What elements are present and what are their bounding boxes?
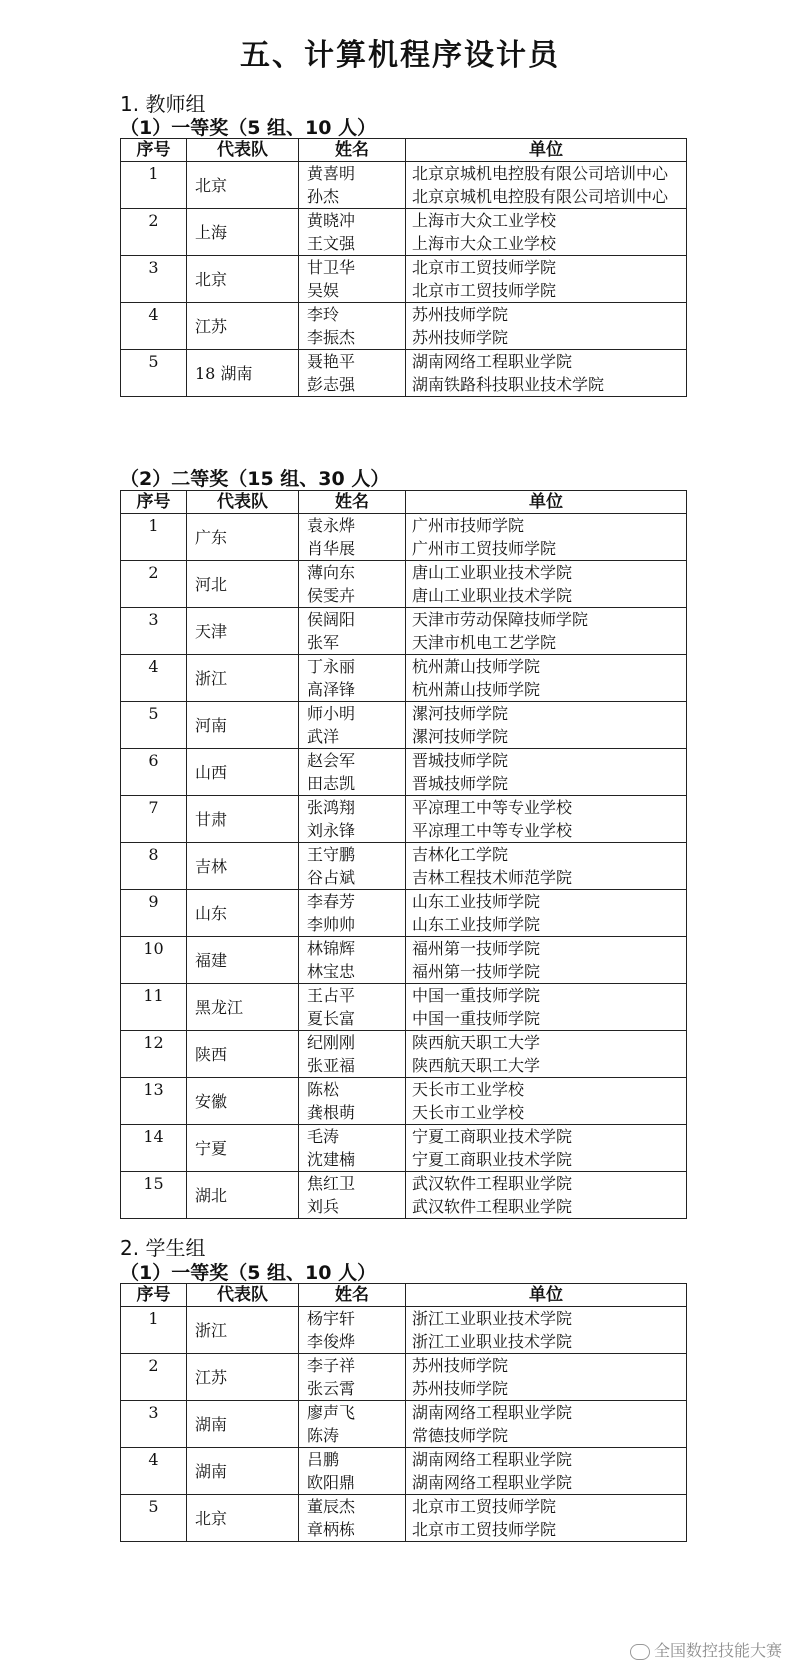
table-row (121, 1125, 687, 1172)
member-unit: 苏州技师学院 (412, 1379, 509, 1398)
header-name: 姓名 (299, 1284, 406, 1307)
member-name: 吴娱 (307, 281, 340, 300)
row-names (299, 843, 406, 890)
member-unit: 北京市工贸技师学院 (412, 281, 557, 300)
row-seq: 5 (121, 702, 187, 749)
member-unit: 湖南网络工程职业学院 (412, 1473, 573, 1492)
member-name: 廖声飞 (307, 1403, 356, 1422)
member-name: 毛涛 (307, 1127, 340, 1146)
row-names (299, 655, 406, 702)
member-unit: 北京市工贸技师学院 (412, 258, 557, 277)
row-seq: 8 (121, 843, 187, 890)
member-name: 孙杰 (307, 187, 340, 206)
member-name: 沈建楠 (307, 1150, 356, 1169)
member-name: 张云霄 (307, 1379, 356, 1398)
table-header-row (121, 1284, 687, 1307)
row-team: 甘肃 (187, 796, 299, 843)
page-title: 五、计算机程序设计员 (240, 38, 560, 73)
row-team: 安徽 (187, 1078, 299, 1125)
row-team: 广东 (187, 514, 299, 561)
member-name: 田志凯 (307, 774, 356, 793)
member-name: 黄喜明 (307, 164, 356, 183)
row-names (299, 1401, 406, 1448)
member-name: 薄向东 (307, 563, 356, 582)
member-name: 夏长富 (307, 1009, 356, 1028)
member-name: 王文强 (307, 234, 356, 253)
row-units (406, 890, 687, 937)
row-names (299, 209, 406, 256)
row-team: 湖南 (187, 1401, 299, 1448)
member-unit: 广州市工贸技师学院 (412, 539, 557, 558)
header-unit: 单位 (406, 1284, 687, 1307)
member-name: 陈松 (307, 1080, 340, 1099)
table-row (121, 1172, 687, 1219)
row-units (406, 209, 687, 256)
table-row (121, 1448, 687, 1495)
member-unit: 晋城技师学院 (412, 774, 509, 793)
header-unit: 单位 (406, 491, 687, 514)
row-names (299, 1495, 406, 1542)
row-seq: 15 (121, 1172, 187, 1219)
table-row (121, 702, 687, 749)
member-unit: 苏州技师学院 (412, 305, 509, 324)
member-name: 龚根萌 (307, 1103, 356, 1122)
member-name: 欧阳鼎 (307, 1473, 356, 1492)
member-unit: 山东工业技师学院 (412, 915, 541, 934)
table-row (121, 843, 687, 890)
row-seq: 14 (121, 1125, 187, 1172)
row-team: 浙江 (187, 655, 299, 702)
row-units (406, 843, 687, 890)
member-unit: 上海市大众工业学校 (412, 211, 557, 230)
row-units (406, 984, 687, 1031)
member-name: 李俊烨 (307, 1332, 356, 1351)
member-unit: 北京京城机电控股有限公司培训中心 (412, 164, 669, 183)
table-row (121, 256, 687, 303)
table-row (121, 1078, 687, 1125)
table-row (121, 1031, 687, 1078)
member-name: 侯阔阳 (307, 610, 356, 629)
row-seq: 11 (121, 984, 187, 1031)
member-name: 张亚福 (307, 1056, 356, 1075)
row-seq: 4 (121, 655, 187, 702)
row-team: 河南 (187, 702, 299, 749)
row-units (406, 303, 687, 350)
member-unit: 杭州萧山技师学院 (412, 680, 541, 699)
table-header-row (121, 491, 687, 514)
row-seq: 5 (121, 350, 187, 397)
row-team: 山东 (187, 890, 299, 937)
row-seq: 5 (121, 1495, 187, 1542)
row-seq: 4 (121, 303, 187, 350)
member-name: 侯雯卉 (307, 586, 356, 605)
table-row (121, 209, 687, 256)
member-name: 陈涛 (307, 1426, 340, 1445)
row-names (299, 256, 406, 303)
row-units (406, 702, 687, 749)
row-units (406, 1448, 687, 1495)
member-unit: 上海市大众工业学校 (412, 234, 557, 253)
member-unit: 常德技师学院 (412, 1426, 509, 1445)
member-unit: 福州第一技师学院 (412, 939, 541, 958)
member-unit: 北京市工贸技师学院 (412, 1520, 557, 1539)
member-unit: 湖南网络工程职业学院 (412, 352, 573, 371)
row-seq: 2 (121, 561, 187, 608)
row-units (406, 937, 687, 984)
row-team: 浙江 (187, 1307, 299, 1354)
header-name: 姓名 (299, 491, 406, 514)
row-units (406, 749, 687, 796)
member-unit: 天津市劳动保障技师学院 (412, 610, 589, 629)
row-seq: 3 (121, 256, 187, 303)
member-unit: 平凉理工中等专业学校 (412, 821, 573, 840)
row-seq: 1 (121, 162, 187, 209)
header-team: 代表队 (187, 139, 299, 162)
row-names (299, 702, 406, 749)
member-name: 李春芳 (307, 892, 356, 911)
member-name: 李振杰 (307, 328, 356, 347)
member-unit: 唐山工业职业技术学院 (412, 586, 573, 605)
group-title-student: 2. 学生组 (120, 1236, 206, 1260)
member-unit: 天长市工业学校 (412, 1080, 525, 1099)
member-name: 谷占斌 (307, 868, 356, 887)
member-unit: 中国一重技师学院 (412, 1009, 541, 1028)
row-names (299, 937, 406, 984)
member-unit: 武汉软件工程职业学院 (412, 1174, 573, 1193)
row-team: 山西 (187, 749, 299, 796)
table-row (121, 1354, 687, 1401)
member-unit: 吉林工程技术师范学院 (412, 868, 573, 887)
member-name: 刘永锋 (307, 821, 356, 840)
member-unit: 北京京城机电控股有限公司培训中心 (412, 187, 669, 206)
member-name: 刘兵 (307, 1197, 340, 1216)
table-row (121, 655, 687, 702)
row-names (299, 162, 406, 209)
member-name: 林锦辉 (307, 939, 356, 958)
row-team: 江苏 (187, 303, 299, 350)
row-units (406, 162, 687, 209)
table-row (121, 749, 687, 796)
member-name: 丁永丽 (307, 657, 356, 676)
row-units (406, 1495, 687, 1542)
award-title-student-first: （1）一等奖（5 组、10 人） (120, 1262, 377, 1284)
member-name: 董辰杰 (307, 1497, 356, 1516)
member-unit: 陕西航天职工大学 (412, 1056, 541, 1075)
member-unit: 广州市技师学院 (412, 516, 525, 535)
row-names (299, 514, 406, 561)
member-unit: 苏州技师学院 (412, 1356, 509, 1375)
row-units (406, 256, 687, 303)
table-row (121, 984, 687, 1031)
row-seq: 2 (121, 1354, 187, 1401)
table-row (121, 162, 687, 209)
row-team: 湖北 (187, 1172, 299, 1219)
member-unit: 吉林化工学院 (412, 845, 509, 864)
row-names (299, 561, 406, 608)
row-seq: 6 (121, 749, 187, 796)
row-seq: 3 (121, 1401, 187, 1448)
table-teacher-first-prize (120, 138, 687, 397)
table-header-row (121, 139, 687, 162)
row-team: 江苏 (187, 1354, 299, 1401)
member-unit: 漯河技师学院 (412, 727, 509, 746)
row-names (299, 1354, 406, 1401)
row-seq: 3 (121, 608, 187, 655)
member-name: 张鸿翔 (307, 798, 356, 817)
row-team: 陕西 (187, 1031, 299, 1078)
member-name: 肖华展 (307, 539, 356, 558)
row-units (406, 350, 687, 397)
row-seq: 9 (121, 890, 187, 937)
row-team: 宁夏 (187, 1125, 299, 1172)
award-title-teacher-first: （1）一等奖（5 组、10 人） (120, 117, 377, 139)
table-row (121, 561, 687, 608)
table-teacher-second-prize (120, 490, 687, 1219)
member-name: 李帅帅 (307, 915, 356, 934)
member-name: 王占平 (307, 986, 356, 1005)
row-units (406, 1354, 687, 1401)
row-units (406, 1031, 687, 1078)
row-names (299, 984, 406, 1031)
row-seq: 12 (121, 1031, 187, 1078)
member-unit: 浙江工业职业技术学院 (412, 1309, 573, 1328)
row-names (299, 1031, 406, 1078)
row-team: 黑龙江 (187, 984, 299, 1031)
row-names (299, 890, 406, 937)
row-names (299, 303, 406, 350)
member-name: 袁永烨 (307, 516, 356, 535)
row-team: 北京 (187, 256, 299, 303)
row-seq: 13 (121, 1078, 187, 1125)
member-unit: 山东工业技师学院 (412, 892, 541, 911)
member-name: 甘卫华 (307, 258, 356, 277)
watermark-text: 全国数控技能大赛 (653, 1641, 782, 1660)
row-seq: 2 (121, 209, 187, 256)
member-name: 黄晓冲 (307, 211, 356, 230)
row-names (299, 350, 406, 397)
member-name: 武洋 (307, 727, 340, 746)
row-team: 湖南 (187, 1448, 299, 1495)
row-seq: 1 (121, 514, 187, 561)
header-team: 代表队 (187, 1284, 299, 1307)
member-unit: 湖南铁路科技职业技术学院 (412, 375, 605, 394)
row-seq: 1 (121, 1307, 187, 1354)
header-seq: 序号 (121, 1284, 187, 1307)
row-team: 天津 (187, 608, 299, 655)
member-unit: 武汉软件工程职业学院 (412, 1197, 573, 1216)
header-seq: 序号 (121, 491, 187, 514)
header-unit: 单位 (406, 139, 687, 162)
table-row (121, 1401, 687, 1448)
table-row (121, 514, 687, 561)
row-seq: 7 (121, 796, 187, 843)
member-unit: 湖南网络工程职业学院 (412, 1450, 573, 1469)
table-row (121, 1495, 687, 1542)
table-row (121, 890, 687, 937)
member-unit: 晋城技师学院 (412, 751, 509, 770)
header-name: 姓名 (299, 139, 406, 162)
award-title-teacher-second: （2）二等奖（15 组、30 人） (120, 468, 390, 490)
table-row (121, 608, 687, 655)
row-names (299, 796, 406, 843)
member-unit: 北京市工贸技师学院 (412, 1497, 557, 1516)
member-unit: 宁夏工商职业技术学院 (412, 1127, 573, 1146)
member-name: 焦红卫 (307, 1174, 356, 1193)
member-name: 吕鹏 (307, 1450, 340, 1469)
row-units (406, 1172, 687, 1219)
row-units (406, 1401, 687, 1448)
member-unit: 杭州萧山技师学院 (412, 657, 541, 676)
member-name: 纪刚刚 (307, 1033, 356, 1052)
row-names (299, 1172, 406, 1219)
row-units (406, 655, 687, 702)
table-row (121, 937, 687, 984)
table-row (121, 303, 687, 350)
member-unit: 漯河技师学院 (412, 704, 509, 723)
member-name: 师小明 (307, 704, 356, 723)
row-team: 北京 (187, 162, 299, 209)
group-title-teacher: 1. 教师组 (120, 92, 206, 116)
member-name: 王守鹏 (307, 845, 356, 864)
member-unit: 中国一重技师学院 (412, 986, 541, 1005)
row-seq: 4 (121, 1448, 187, 1495)
row-units (406, 796, 687, 843)
row-team: 吉林 (187, 843, 299, 890)
row-names (299, 749, 406, 796)
member-unit: 天津市机电工艺学院 (412, 633, 557, 652)
member-name: 章柄栋 (307, 1520, 356, 1539)
header-team: 代表队 (187, 491, 299, 514)
member-unit: 唐山工业职业技术学院 (412, 563, 573, 582)
wechat-icon (630, 1644, 650, 1660)
row-units (406, 1125, 687, 1172)
table-row (121, 1307, 687, 1354)
member-unit: 宁夏工商职业技术学院 (412, 1150, 573, 1169)
row-units (406, 1078, 687, 1125)
member-unit: 陕西航天职工大学 (412, 1033, 541, 1052)
table-row (121, 350, 687, 397)
row-names (299, 1307, 406, 1354)
row-units (406, 1307, 687, 1354)
row-team: 上海 (187, 209, 299, 256)
member-unit: 浙江工业职业技术学院 (412, 1332, 573, 1351)
row-team: 18 湖南 (187, 350, 299, 397)
member-unit: 湖南网络工程职业学院 (412, 1403, 573, 1422)
row-team: 福建 (187, 937, 299, 984)
row-names (299, 1078, 406, 1125)
member-unit: 苏州技师学院 (412, 328, 509, 347)
row-names (299, 608, 406, 655)
member-name: 高泽锋 (307, 680, 356, 699)
member-unit: 平凉理工中等专业学校 (412, 798, 573, 817)
member-unit: 天长市工业学校 (412, 1103, 525, 1122)
row-team: 北京 (187, 1495, 299, 1542)
row-names (299, 1125, 406, 1172)
member-name: 杨宇轩 (307, 1309, 356, 1328)
member-name: 张军 (307, 633, 340, 652)
row-units (406, 608, 687, 655)
row-seq: 10 (121, 937, 187, 984)
row-team: 河北 (187, 561, 299, 608)
member-name: 林宝忠 (307, 962, 356, 981)
member-name: 李子祥 (307, 1356, 356, 1375)
table-student-first-prize (120, 1283, 687, 1542)
header-seq: 序号 (121, 139, 187, 162)
member-name: 聂艳平 (307, 352, 356, 371)
row-units (406, 561, 687, 608)
member-name: 彭志强 (307, 375, 356, 394)
table-row (121, 796, 687, 843)
row-names (299, 1448, 406, 1495)
member-name: 赵会军 (307, 751, 356, 770)
member-name: 李玲 (307, 305, 340, 324)
row-units (406, 514, 687, 561)
member-unit: 福州第一技师学院 (412, 962, 541, 981)
watermark (630, 1638, 782, 1661)
